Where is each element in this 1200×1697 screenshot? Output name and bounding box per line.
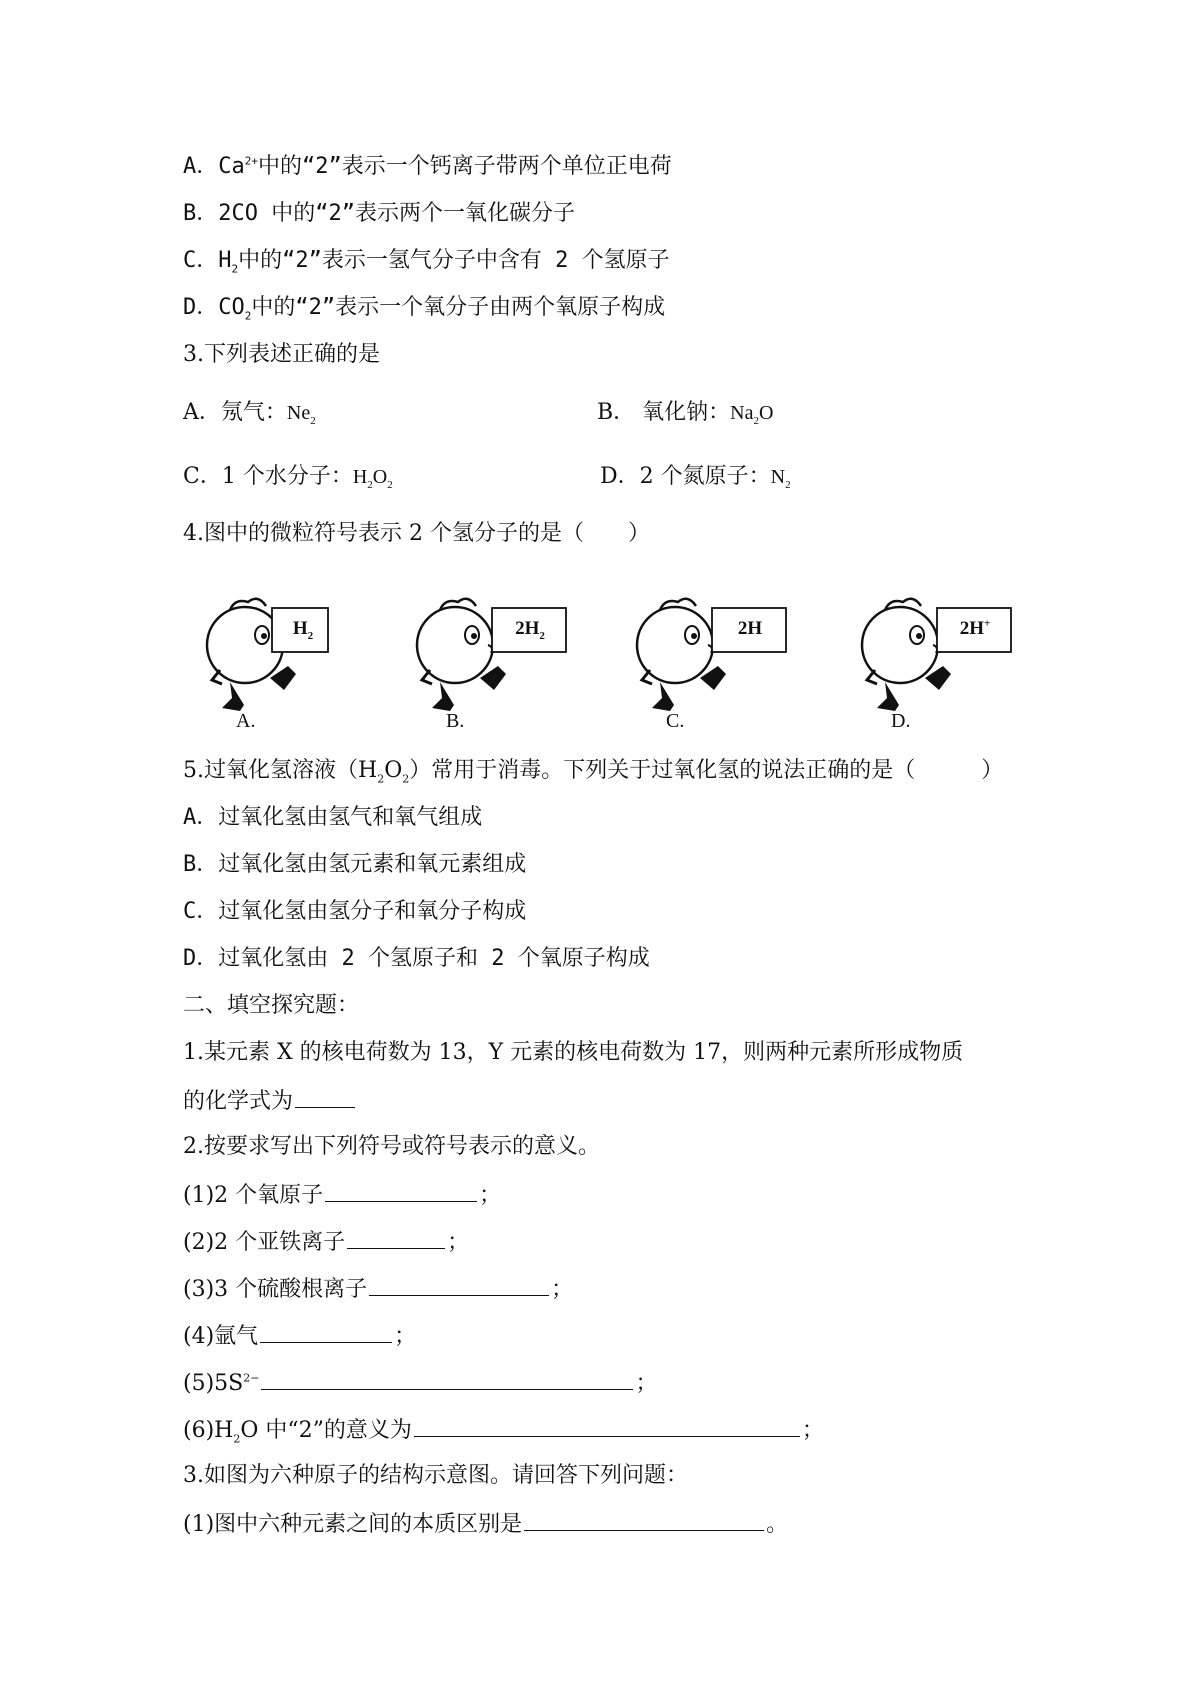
fill-q2-stem: 2.按要求写出下列符号或符号表示的意义。 xyxy=(183,1134,600,1159)
fill-q2-item-1: (1)2 个氧原子 ； xyxy=(183,1179,501,1209)
fill-q1-line1: 1.某元素 X 的核电荷数为 13，Y 元素的核电荷数为 17，则两种元素所形成物质 xyxy=(183,1040,964,1065)
answer-blank[interactable] xyxy=(414,1414,800,1437)
fill-q3-stem: 3.如图为六种原子的结构示意图。请回答下列问题： xyxy=(183,1463,688,1488)
fill-q2-item-4: (4)氩气 ； xyxy=(183,1320,416,1350)
answer-blank[interactable] xyxy=(295,1085,355,1108)
answer-blank[interactable] xyxy=(524,1508,764,1531)
q3-option-c: C．1 个水分子：$H_2O_2$ xyxy=(183,464,393,491)
cartoon-figure-icon xyxy=(630,590,820,715)
cartoon-figure-icon xyxy=(855,590,1045,715)
q2-option-a: A．$Ca^{2+}$中的“2”表示一个钙离子带两个单位正电荷 xyxy=(183,154,672,179)
fill-q2-item-5: $(5)5S^{2-}$ ； xyxy=(183,1367,657,1397)
q4-figure-d[interactable]: 2H+ D. xyxy=(855,590,1035,740)
answer-blank[interactable] xyxy=(347,1226,445,1249)
q3-stem: 3.下列表述正确的是 xyxy=(183,342,380,367)
fill-q3-item-1: (1)图中六种元素之间的本质区别是 。 xyxy=(183,1508,788,1538)
fill-q1-line2: 的化学式为 xyxy=(183,1085,357,1115)
answer-blank[interactable] xyxy=(369,1273,549,1296)
q3-option-d: D．2 个氮原子：$N_2$ xyxy=(600,464,791,491)
q2-option-b: B．2CO 中的“2”表示两个一氧化碳分子 xyxy=(183,201,575,226)
particle-symbol: 2H xyxy=(737,618,763,639)
fill-q2-item-6: $(6)H_2O$ 中“2”的意义为 ； xyxy=(183,1414,824,1444)
q2-option-d: D．$CO_2$中的“2”表示一个氧分子由两个氧原子构成 xyxy=(183,295,666,323)
answer-blank[interactable] xyxy=(325,1179,477,1202)
cartoon-figure-icon xyxy=(410,590,600,715)
q4-figure-b[interactable]: $2H_2$ B. xyxy=(410,590,590,740)
fill-q2-item-3: (3)3 个硫酸根离子 ； xyxy=(183,1273,573,1303)
q5-option-a: A．过氧化氢由氢气和氧气组成 xyxy=(183,805,483,830)
q3-option-b: B． 氧化钠：$Na_2O$ xyxy=(597,400,774,427)
q5-stem: 5.过氧化氢溶液$(H_2O_2)$常用于消毒。下列关于过氧化氢的说法正确的是（ ） xyxy=(183,758,1004,786)
cartoon-figure-icon xyxy=(200,590,380,715)
answer-blank[interactable] xyxy=(260,1320,392,1343)
fill-q2-item-2: (2)2 个亚铁离子 ； xyxy=(183,1226,469,1256)
q5-option-d: D．过氧化氢由 2 个氢原子和 2 个氧原子构成 xyxy=(183,946,650,971)
q4-figure-a[interactable]: $H_2$ A. xyxy=(200,590,380,740)
q4-figure-c[interactable]: 2H C. xyxy=(630,590,810,740)
particle-symbol: $H_2$ xyxy=(292,618,314,642)
answer-blank[interactable] xyxy=(261,1367,633,1390)
section-title: 二、填空探究题： xyxy=(183,993,360,1018)
q4-stem: 4.图中的微粒符号表示 2 个氢分子的是（ ） xyxy=(183,521,650,546)
particle-symbol: $2H_2$ xyxy=(515,618,545,642)
q2-option-c: C．$H_2$中的“2”表示一氢气分子中含有 2 个氢原子 xyxy=(183,248,670,276)
q3-option-a: A．氖气：$Ne_2$ xyxy=(183,400,316,427)
q5-option-b: B．过氧化氢由氢元素和氧元素组成 xyxy=(183,852,527,877)
particle-symbol: 2H+ xyxy=(959,617,991,639)
q5-option-c: C．过氧化氢由氢分子和氧分子构成 xyxy=(183,899,527,924)
